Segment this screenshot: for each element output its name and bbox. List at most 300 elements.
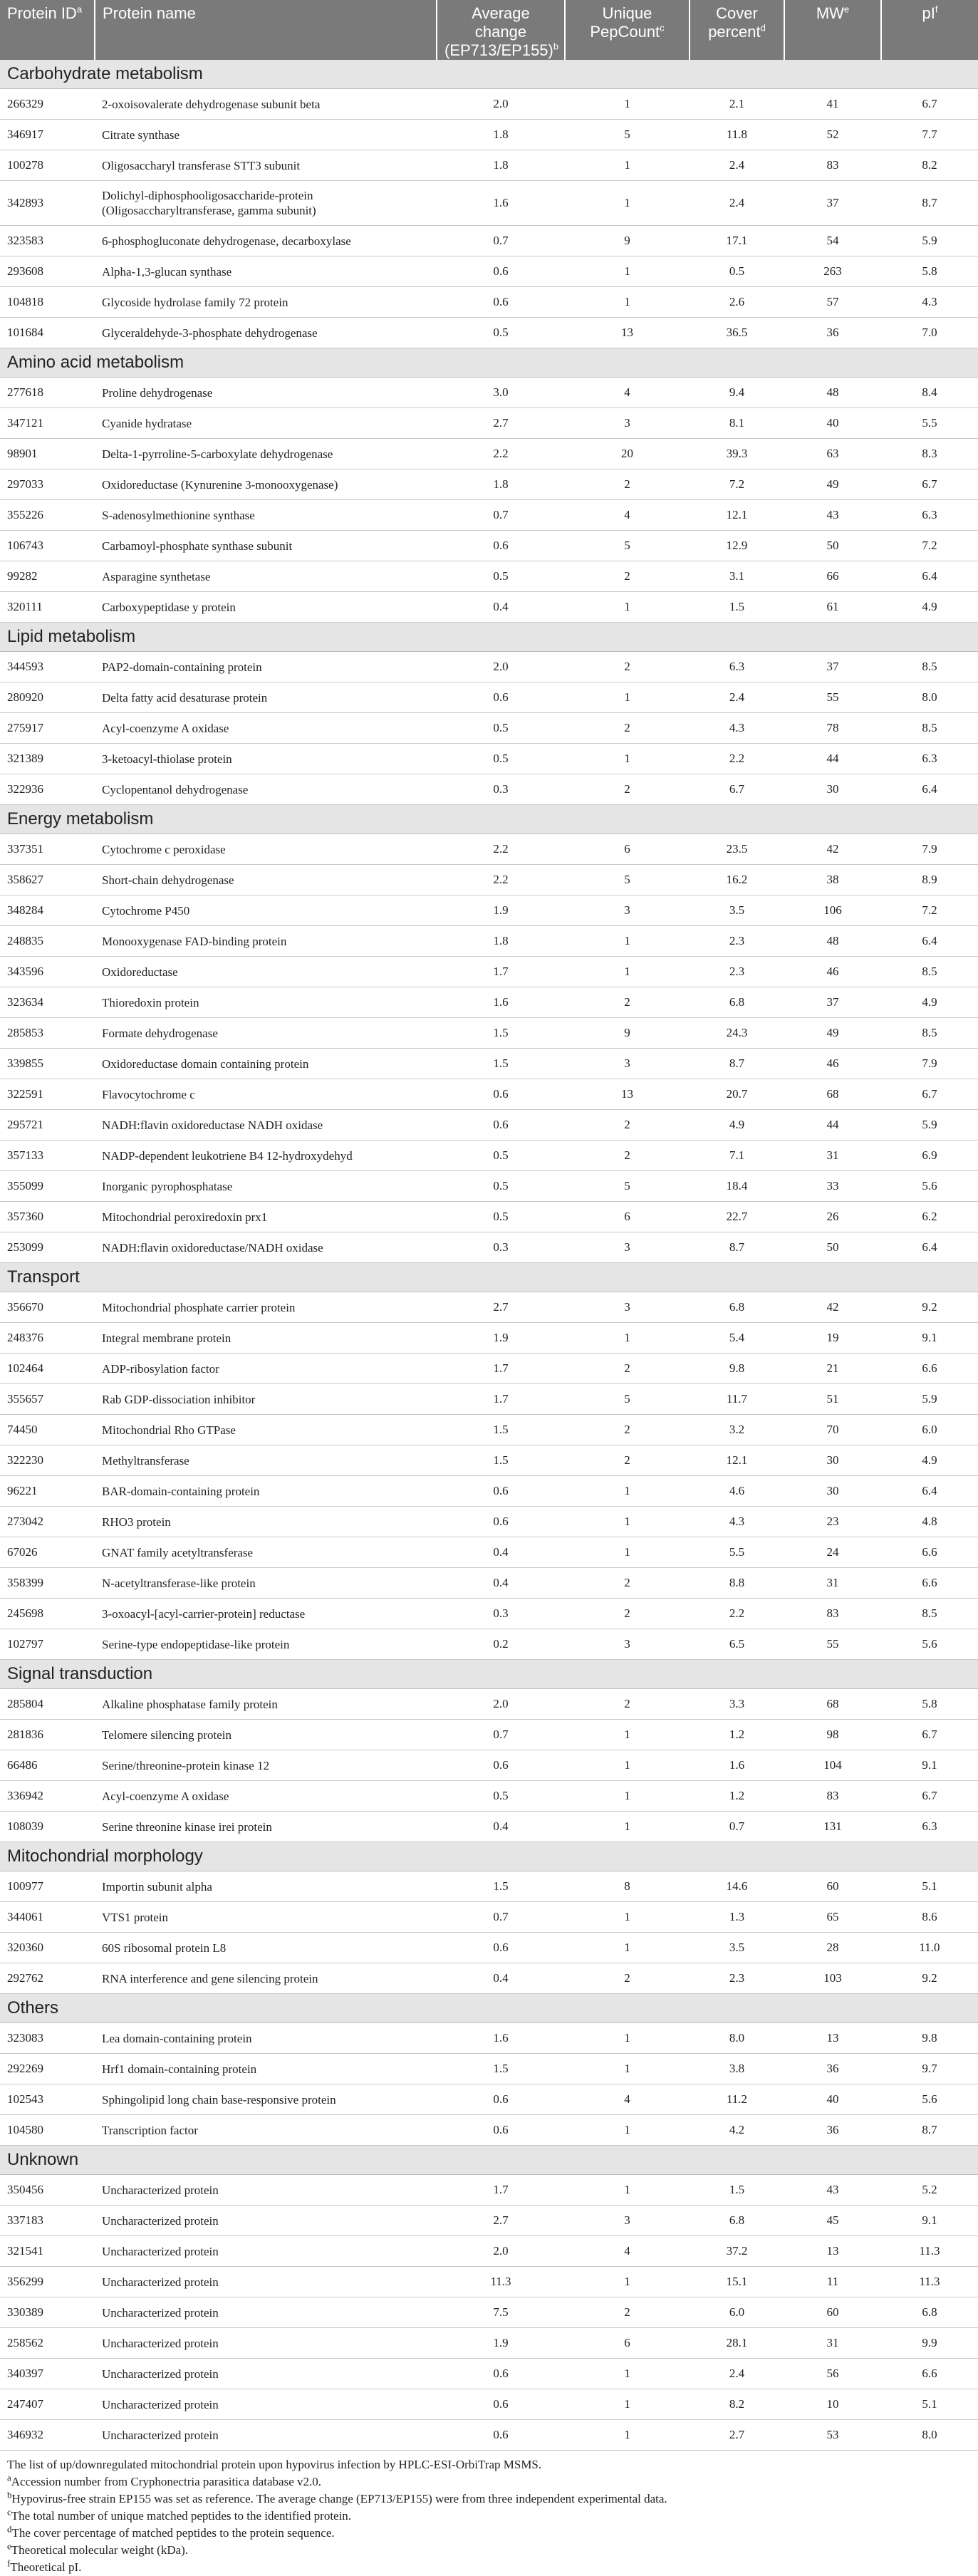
protein-id-cell: 67026 xyxy=(0,1537,95,1568)
table-row xyxy=(0,318,978,348)
table-row xyxy=(0,1568,978,1599)
cover-percent-cell: 39.3 xyxy=(690,439,784,469)
table-row xyxy=(0,500,978,531)
protein-id-cell: 100278 xyxy=(0,150,95,181)
mw-cell: 60 xyxy=(784,2297,881,2328)
cover-percent-cell: 2.7 xyxy=(690,2420,784,2451)
table-row xyxy=(0,1049,978,1079)
cover-percent-cell: 11.2 xyxy=(690,2084,784,2115)
table-row xyxy=(0,1171,978,1202)
protein-id-cell: 321389 xyxy=(0,744,95,774)
average-change-cell: 0.6 xyxy=(437,2359,565,2389)
category-row xyxy=(0,2146,978,2175)
category-label: Energy metabolism xyxy=(0,805,978,834)
protein-name-cell: Rab GDP-dissociation inhibitor xyxy=(95,1384,437,1415)
cover-percent-cell: 1.5 xyxy=(690,2175,784,2206)
average-change-cell: 2.0 xyxy=(437,652,565,682)
table-row xyxy=(0,895,978,926)
pi-cell: 8.0 xyxy=(881,682,978,713)
protein-id-cell: 344593 xyxy=(0,652,95,682)
protein-id-cell: 275917 xyxy=(0,713,95,744)
pepcount-cell: 5 xyxy=(565,1384,690,1415)
table-row xyxy=(0,2297,978,2328)
table-row xyxy=(0,287,978,318)
cover-percent-cell: 9.4 xyxy=(690,378,784,408)
table-row xyxy=(0,1110,978,1141)
pi-cell: 7.0 xyxy=(881,318,978,348)
protein-id-cell: 357360 xyxy=(0,1202,95,1232)
mw-cell: 40 xyxy=(784,2084,881,2115)
pi-cell: 5.2 xyxy=(881,2175,978,2206)
mw-cell: 65 xyxy=(784,1902,881,1933)
mw-cell: 48 xyxy=(784,926,881,957)
protein-name-cell: Mitochondrial Rho GTPase xyxy=(95,1415,437,1445)
mw-cell: 30 xyxy=(784,1476,881,1507)
pi-cell: 5.9 xyxy=(881,1384,978,1415)
mw-cell: 55 xyxy=(784,1629,881,1660)
average-change-cell: 0.6 xyxy=(437,287,565,318)
table-row xyxy=(0,1415,978,1445)
header-cover-percent: Cover percent$^d$ xyxy=(690,0,784,60)
mw-cell: 103 xyxy=(784,1963,881,1994)
protein-id-cell: 336942 xyxy=(0,1781,95,1812)
mw-cell: 36 xyxy=(784,318,881,348)
mw-cell: 19 xyxy=(784,1323,881,1354)
protein-id-cell: 344061 xyxy=(0,1902,95,1933)
cover-percent-cell: 6.5 xyxy=(690,1629,784,1660)
table-row xyxy=(0,1384,978,1415)
table-row xyxy=(0,256,978,287)
pepcount-cell: 2 xyxy=(565,1415,690,1445)
protein-id-cell: 346932 xyxy=(0,2420,95,2451)
table-row xyxy=(0,2267,978,2297)
protein-name-cell: Cytochrome c peroxidase xyxy=(95,834,437,865)
table-row xyxy=(0,774,978,805)
protein-name-cell: Uncharacterized protein xyxy=(95,2267,437,2297)
pi-cell: 7.7 xyxy=(881,120,978,150)
protein-id-cell: 247407 xyxy=(0,2389,95,2420)
cover-percent-cell: 9.8 xyxy=(690,1354,784,1384)
cover-percent-cell: 8.8 xyxy=(690,1568,784,1599)
protein-name-cell: RNA interference and gene silencing protein xyxy=(95,1963,437,1994)
table-row xyxy=(0,1781,978,1812)
header-protein-id: Protein $ID^a$ xyxy=(0,0,95,60)
average-change-cell: 2.7 xyxy=(437,2206,565,2236)
mw-cell: 31 xyxy=(784,1568,881,1599)
pepcount-cell: 3 xyxy=(565,1049,690,1079)
pi-cell: 7.2 xyxy=(881,895,978,926)
cover-percent-cell: 3.8 xyxy=(690,2054,784,2084)
category-row xyxy=(0,805,978,834)
protein-name-cell: Serine/threonine-protein kinase 12 xyxy=(95,1750,437,1781)
mw-cell: 43 xyxy=(784,500,881,531)
cover-percent-cell: 16.2 xyxy=(690,865,784,895)
pi-cell: 8.2 xyxy=(881,150,978,181)
protein-id-cell: 320111 xyxy=(0,592,95,623)
mw-cell: 63 xyxy=(784,439,881,469)
protein-id-cell: 323083 xyxy=(0,2023,95,2054)
protein-id-cell: 356670 xyxy=(0,1292,95,1323)
cover-percent-cell: 1.3 xyxy=(690,1902,784,1933)
pepcount-cell: 3 xyxy=(565,2206,690,2236)
pi-cell: 7.9 xyxy=(881,834,978,865)
category-label: Others xyxy=(0,1994,978,2023)
cover-percent-cell: 6.7 xyxy=(690,774,784,805)
protein-id-cell: 74450 xyxy=(0,1415,95,1445)
protein-name-cell: Flavocytochrome c xyxy=(95,1079,437,1110)
protein-id-cell: 108039 xyxy=(0,1812,95,1842)
category-row xyxy=(0,1842,978,1871)
table-row xyxy=(0,987,978,1018)
footnote-b: $^b$Hypovirus-free strain EP155 was set as reference. The average change (EP713/EP155) were from three independent experimental data. xyxy=(7,2489,667,2505)
table-row xyxy=(0,226,978,256)
protein-name-cell: Mitochondrial peroxiredoxin prx1 xyxy=(95,1202,437,1232)
mw-cell: 54 xyxy=(784,226,881,256)
cover-percent-cell: 5.5 xyxy=(690,1537,784,1568)
protein-name-cell: Short-chain dehydrogenase xyxy=(95,865,437,895)
category-label: Amino acid metabolism xyxy=(0,348,978,378)
protein-id-cell: 293608 xyxy=(0,256,95,287)
average-change-cell: 0.5 xyxy=(437,1171,565,1202)
pepcount-cell: 1 xyxy=(565,1507,690,1537)
table-header-row xyxy=(0,0,978,60)
protein-id-cell: 320360 xyxy=(0,1933,95,1963)
protein-name-cell: NADH:flavin oxidoreductase/NADH oxidase xyxy=(95,1232,437,1263)
pi-cell: 4.8 xyxy=(881,1507,978,1537)
protein-name-cell: Oxidoreductase domain containing protein xyxy=(95,1049,437,1079)
pi-cell: 9.2 xyxy=(881,1292,978,1323)
pepcount-cell: 2 xyxy=(565,1141,690,1171)
average-change-cell: 0.2 xyxy=(437,1629,565,1660)
protein-id-cell: 292269 xyxy=(0,2054,95,2084)
protein-id-cell: 66486 xyxy=(0,1750,95,1781)
mw-cell: 56 xyxy=(784,2359,881,2389)
protein-id-cell: 253099 xyxy=(0,1232,95,1263)
pi-cell: 6.3 xyxy=(881,744,978,774)
table-body xyxy=(0,60,978,2451)
average-change-cell: 0.6 xyxy=(437,2420,565,2451)
pi-cell: 8.3 xyxy=(881,439,978,469)
pepcount-cell: 4 xyxy=(565,2236,690,2267)
pepcount-cell: 2 xyxy=(565,987,690,1018)
table-row xyxy=(0,1963,978,1994)
cover-percent-cell: 2.3 xyxy=(690,1963,784,1994)
pi-cell: 8.7 xyxy=(881,181,978,226)
pepcount-cell: 1 xyxy=(565,89,690,120)
table-row xyxy=(0,120,978,150)
protein-id-cell: 295721 xyxy=(0,1110,95,1141)
table-row xyxy=(0,469,978,500)
protein-name-line-1: Dolichyl-diphosphooligosaccharide-protein xyxy=(102,189,313,202)
mw-cell: 50 xyxy=(784,531,881,561)
average-change-cell: 1.5 xyxy=(437,1049,565,1079)
protein-name-cell: S-adenosylmethionine synthase xyxy=(95,500,437,531)
pepcount-cell: 2 xyxy=(565,652,690,682)
average-change-cell: 1.8 xyxy=(437,469,565,500)
cover-percent-cell: 2.2 xyxy=(690,1599,784,1629)
pepcount-cell: 2 xyxy=(565,1689,690,1720)
table-row xyxy=(0,1629,978,1660)
mw-cell: 98 xyxy=(784,1720,881,1750)
pi-cell: 6.6 xyxy=(881,1537,978,1568)
mw-cell: 66 xyxy=(784,561,881,592)
pepcount-cell: 3 xyxy=(565,1292,690,1323)
protein-name-cell: Uncharacterized protein xyxy=(95,2359,437,2389)
pepcount-cell: 5 xyxy=(565,865,690,895)
pi-cell: 11.0 xyxy=(881,1933,978,1963)
cover-percent-cell: 0.7 xyxy=(690,1812,784,1842)
pepcount-cell: 1 xyxy=(565,1933,690,1963)
average-change-cell: 1.5 xyxy=(437,1871,565,1902)
pepcount-cell: 2 xyxy=(565,1963,690,1994)
average-change-cell: 1.7 xyxy=(437,2175,565,2206)
protein-name-cell: Acyl-coenzyme A oxidase xyxy=(95,713,437,744)
cover-percent-cell: 7.1 xyxy=(690,1141,784,1171)
table-row xyxy=(0,2359,978,2389)
protein-name-cell: Uncharacterized protein xyxy=(95,2236,437,2267)
pepcount-cell: 1 xyxy=(565,1902,690,1933)
mw-cell: 38 xyxy=(784,865,881,895)
pepcount-cell: 1 xyxy=(565,181,690,226)
pi-cell: 6.6 xyxy=(881,1568,978,1599)
average-change-cell: 2.0 xyxy=(437,2236,565,2267)
pi-cell: 6.7 xyxy=(881,469,978,500)
table-row xyxy=(0,744,978,774)
pepcount-cell: 6 xyxy=(565,1202,690,1232)
protein-id-cell: 285804 xyxy=(0,1689,95,1720)
protein-id-cell: 292762 xyxy=(0,1963,95,1994)
pepcount-cell: 1 xyxy=(565,1537,690,1568)
average-change-cell: 0.6 xyxy=(437,2389,565,2420)
pi-cell: 11.3 xyxy=(881,2267,978,2297)
table-row xyxy=(0,2023,978,2054)
protein-id-cell: 102543 xyxy=(0,2084,95,2115)
footnote-a: $^a$Accession number from Cryphonectria parasitica database v2.0. xyxy=(7,2472,322,2488)
mw-cell: 42 xyxy=(784,834,881,865)
mw-cell: 83 xyxy=(784,1599,881,1629)
average-change-cell: 1.7 xyxy=(437,1354,565,1384)
protein-name-cell: 60S ribosomal protein L8 xyxy=(95,1933,437,1963)
average-change-cell: 0.3 xyxy=(437,1232,565,1263)
pepcount-cell: 1 xyxy=(565,957,690,987)
cover-percent-cell: 37.2 xyxy=(690,2236,784,2267)
pi-cell: 5.9 xyxy=(881,226,978,256)
table-row xyxy=(0,682,978,713)
protein-name-cell: Carboxypeptidase y protein xyxy=(95,592,437,623)
cover-percent-cell: 8.2 xyxy=(690,2389,784,2420)
protein-id-cell: 358399 xyxy=(0,1568,95,1599)
cover-percent-cell: 2.3 xyxy=(690,957,784,987)
pepcount-cell: 3 xyxy=(565,895,690,926)
mw-cell: 41 xyxy=(784,89,881,120)
protein-name-cell xyxy=(95,181,437,226)
pepcount-cell: 2 xyxy=(565,713,690,744)
cover-percent-cell: 6.8 xyxy=(690,1292,784,1323)
table-row xyxy=(0,2389,978,2420)
average-change-cell: 1.8 xyxy=(437,150,565,181)
cover-percent-cell: 1.6 xyxy=(690,1750,784,1781)
table-row xyxy=(0,1323,978,1354)
table-row xyxy=(0,957,978,987)
average-change-cell: 2.2 xyxy=(437,439,565,469)
average-change-cell: 0.5 xyxy=(437,561,565,592)
table-row xyxy=(0,1018,978,1049)
protein-name-cell: Glycoside hydrolase family 72 protein xyxy=(95,287,437,318)
protein-id-cell: 248835 xyxy=(0,926,95,957)
cover-percent-cell: 14.6 xyxy=(690,1871,784,1902)
average-change-cell: 1.8 xyxy=(437,120,565,150)
average-change-cell: 0.3 xyxy=(437,1599,565,1629)
protein-id-cell: 347121 xyxy=(0,408,95,439)
protein-name-cell: Lea domain-containing protein xyxy=(95,2023,437,2054)
protein-id-cell: 101684 xyxy=(0,318,95,348)
protein-id-cell: 357133 xyxy=(0,1141,95,1171)
protein-name-cell: Formate dehydrogenase xyxy=(95,1018,437,1049)
pi-cell: 8.5 xyxy=(881,1018,978,1049)
protein-id-cell: 342893 xyxy=(0,181,95,226)
average-change-cell: 1.6 xyxy=(437,987,565,1018)
pepcount-cell: 1 xyxy=(565,1323,690,1354)
category-label: Lipid metabolism xyxy=(0,623,978,652)
protein-id-cell: 102797 xyxy=(0,1629,95,1660)
protein-name-cell: Serine threonine kinase irei protein xyxy=(95,1812,437,1842)
average-change-cell: 2.0 xyxy=(437,1689,565,1720)
pi-cell: 4.3 xyxy=(881,287,978,318)
protein-id-cell: 285853 xyxy=(0,1018,95,1049)
cover-percent-cell: 2.6 xyxy=(690,287,784,318)
pepcount-cell: 2 xyxy=(565,1354,690,1384)
mw-cell: 43 xyxy=(784,2175,881,2206)
average-change-cell: 0.6 xyxy=(437,1079,565,1110)
protein-id-cell: 104818 xyxy=(0,287,95,318)
average-change-cell: 0.6 xyxy=(437,531,565,561)
protein-id-cell: 273042 xyxy=(0,1507,95,1537)
category-row xyxy=(0,1994,978,2023)
pi-cell: 6.0 xyxy=(881,1415,978,1445)
pi-cell: 6.3 xyxy=(881,1812,978,1842)
footnote-e: $^e$Theoretical molecular weight (kDa). xyxy=(7,2540,189,2557)
mw-cell: 28 xyxy=(784,1933,881,1963)
cover-percent-cell: 15.1 xyxy=(690,2267,784,2297)
cover-percent-cell: 1.2 xyxy=(690,1720,784,1750)
mw-cell: 10 xyxy=(784,2389,881,2420)
protein-id-cell: 106743 xyxy=(0,531,95,561)
average-change-cell: 2.2 xyxy=(437,865,565,895)
mw-cell: 263 xyxy=(784,256,881,287)
pepcount-cell: 8 xyxy=(565,1871,690,1902)
category-row xyxy=(0,348,978,378)
mw-cell: 21 xyxy=(784,1354,881,1384)
mw-cell: 106 xyxy=(784,895,881,926)
pepcount-cell: 2 xyxy=(565,469,690,500)
mw-cell: 46 xyxy=(784,957,881,987)
pepcount-cell: 1 xyxy=(565,1476,690,1507)
pepcount-cell: 1 xyxy=(565,287,690,318)
pepcount-cell: 1 xyxy=(565,744,690,774)
pi-cell: 5.5 xyxy=(881,408,978,439)
pepcount-cell: 1 xyxy=(565,150,690,181)
protein-name-cell: Citrate synthase xyxy=(95,120,437,150)
pi-cell: 7.2 xyxy=(881,531,978,561)
average-change-cell: 0.6 xyxy=(437,2115,565,2146)
average-change-cell: 7.5 xyxy=(437,2297,565,2328)
average-change-cell: 2.7 xyxy=(437,1292,565,1323)
protein-name-cell: Cytochrome P450 xyxy=(95,895,437,926)
table-row xyxy=(0,181,978,226)
average-change-cell: 1.8 xyxy=(437,926,565,957)
table-row xyxy=(0,1079,978,1110)
table-row xyxy=(0,2236,978,2267)
pepcount-cell: 2 xyxy=(565,1110,690,1141)
table-row xyxy=(0,1599,978,1629)
category-row xyxy=(0,1263,978,1292)
table-row xyxy=(0,1537,978,1568)
cover-percent-cell: 4.3 xyxy=(690,1507,784,1537)
category-row xyxy=(0,1660,978,1689)
pepcount-cell: 1 xyxy=(565,682,690,713)
pepcount-cell: 6 xyxy=(565,2328,690,2359)
pi-cell: 7.9 xyxy=(881,1049,978,1079)
protein-id-cell: 280920 xyxy=(0,682,95,713)
cover-percent-cell: 36.5 xyxy=(690,318,784,348)
table-row xyxy=(0,1141,978,1171)
pi-cell: 9.1 xyxy=(881,1750,978,1781)
header-pi: $pI^f$ xyxy=(881,0,978,60)
cover-percent-cell: 1.2 xyxy=(690,1781,784,1812)
mw-cell: 36 xyxy=(784,2115,881,2146)
mw-cell: 33 xyxy=(784,1171,881,1202)
pepcount-cell: 1 xyxy=(565,2389,690,2420)
average-change-cell: 0.6 xyxy=(437,1110,565,1141)
protein-id-cell: 337183 xyxy=(0,2206,95,2236)
protein-name-cell: Hrf1 domain-containing protein xyxy=(95,2054,437,2084)
pi-cell: 9.9 xyxy=(881,2328,978,2359)
mw-cell: 24 xyxy=(784,1537,881,1568)
cover-percent-cell: 4.6 xyxy=(690,1476,784,1507)
protein-name-cell: Oligosaccharyl transferase STT3 subunit xyxy=(95,150,437,181)
pepcount-cell: 1 xyxy=(565,2054,690,2084)
average-change-cell: 11.3 xyxy=(437,2267,565,2297)
cover-percent-cell: 2.3 xyxy=(690,926,784,957)
cover-percent-cell: 6.8 xyxy=(690,987,784,1018)
protein-name-cell: ADP-ribosylation factor xyxy=(95,1354,437,1384)
cover-percent-cell: 17.1 xyxy=(690,226,784,256)
protein-name-cell: Mitochondrial phosphate carrier protein xyxy=(95,1292,437,1323)
average-change-cell: 0.4 xyxy=(437,1812,565,1842)
pepcount-cell: 2 xyxy=(565,2297,690,2328)
pi-cell: 4.9 xyxy=(881,1445,978,1476)
protein-name-cell: VTS1 protein xyxy=(95,1902,437,1933)
protein-id-cell: 104580 xyxy=(0,2115,95,2146)
protein-name-cell: 3-ketoacyl-thiolase protein xyxy=(95,744,437,774)
table-row xyxy=(0,89,978,120)
protein-name-cell: BAR-domain-containing protein xyxy=(95,1476,437,1507)
pepcount-cell: 1 xyxy=(565,256,690,287)
protein-id-cell: 355657 xyxy=(0,1384,95,1415)
pepcount-cell: 1 xyxy=(565,1812,690,1842)
mw-cell: 37 xyxy=(784,652,881,682)
category-row xyxy=(0,623,978,652)
table-row xyxy=(0,2328,978,2359)
table-row xyxy=(0,834,978,865)
pepcount-cell: 4 xyxy=(565,378,690,408)
protein-name-cell: Alpha-1,3-glucan synthase xyxy=(95,256,437,287)
pi-cell: 5.6 xyxy=(881,1629,978,1660)
protein-id-cell: 346917 xyxy=(0,120,95,150)
pepcount-cell: 4 xyxy=(565,2084,690,2115)
average-change-cell: 1.5 xyxy=(437,2054,565,2084)
table-row xyxy=(0,1292,978,1323)
